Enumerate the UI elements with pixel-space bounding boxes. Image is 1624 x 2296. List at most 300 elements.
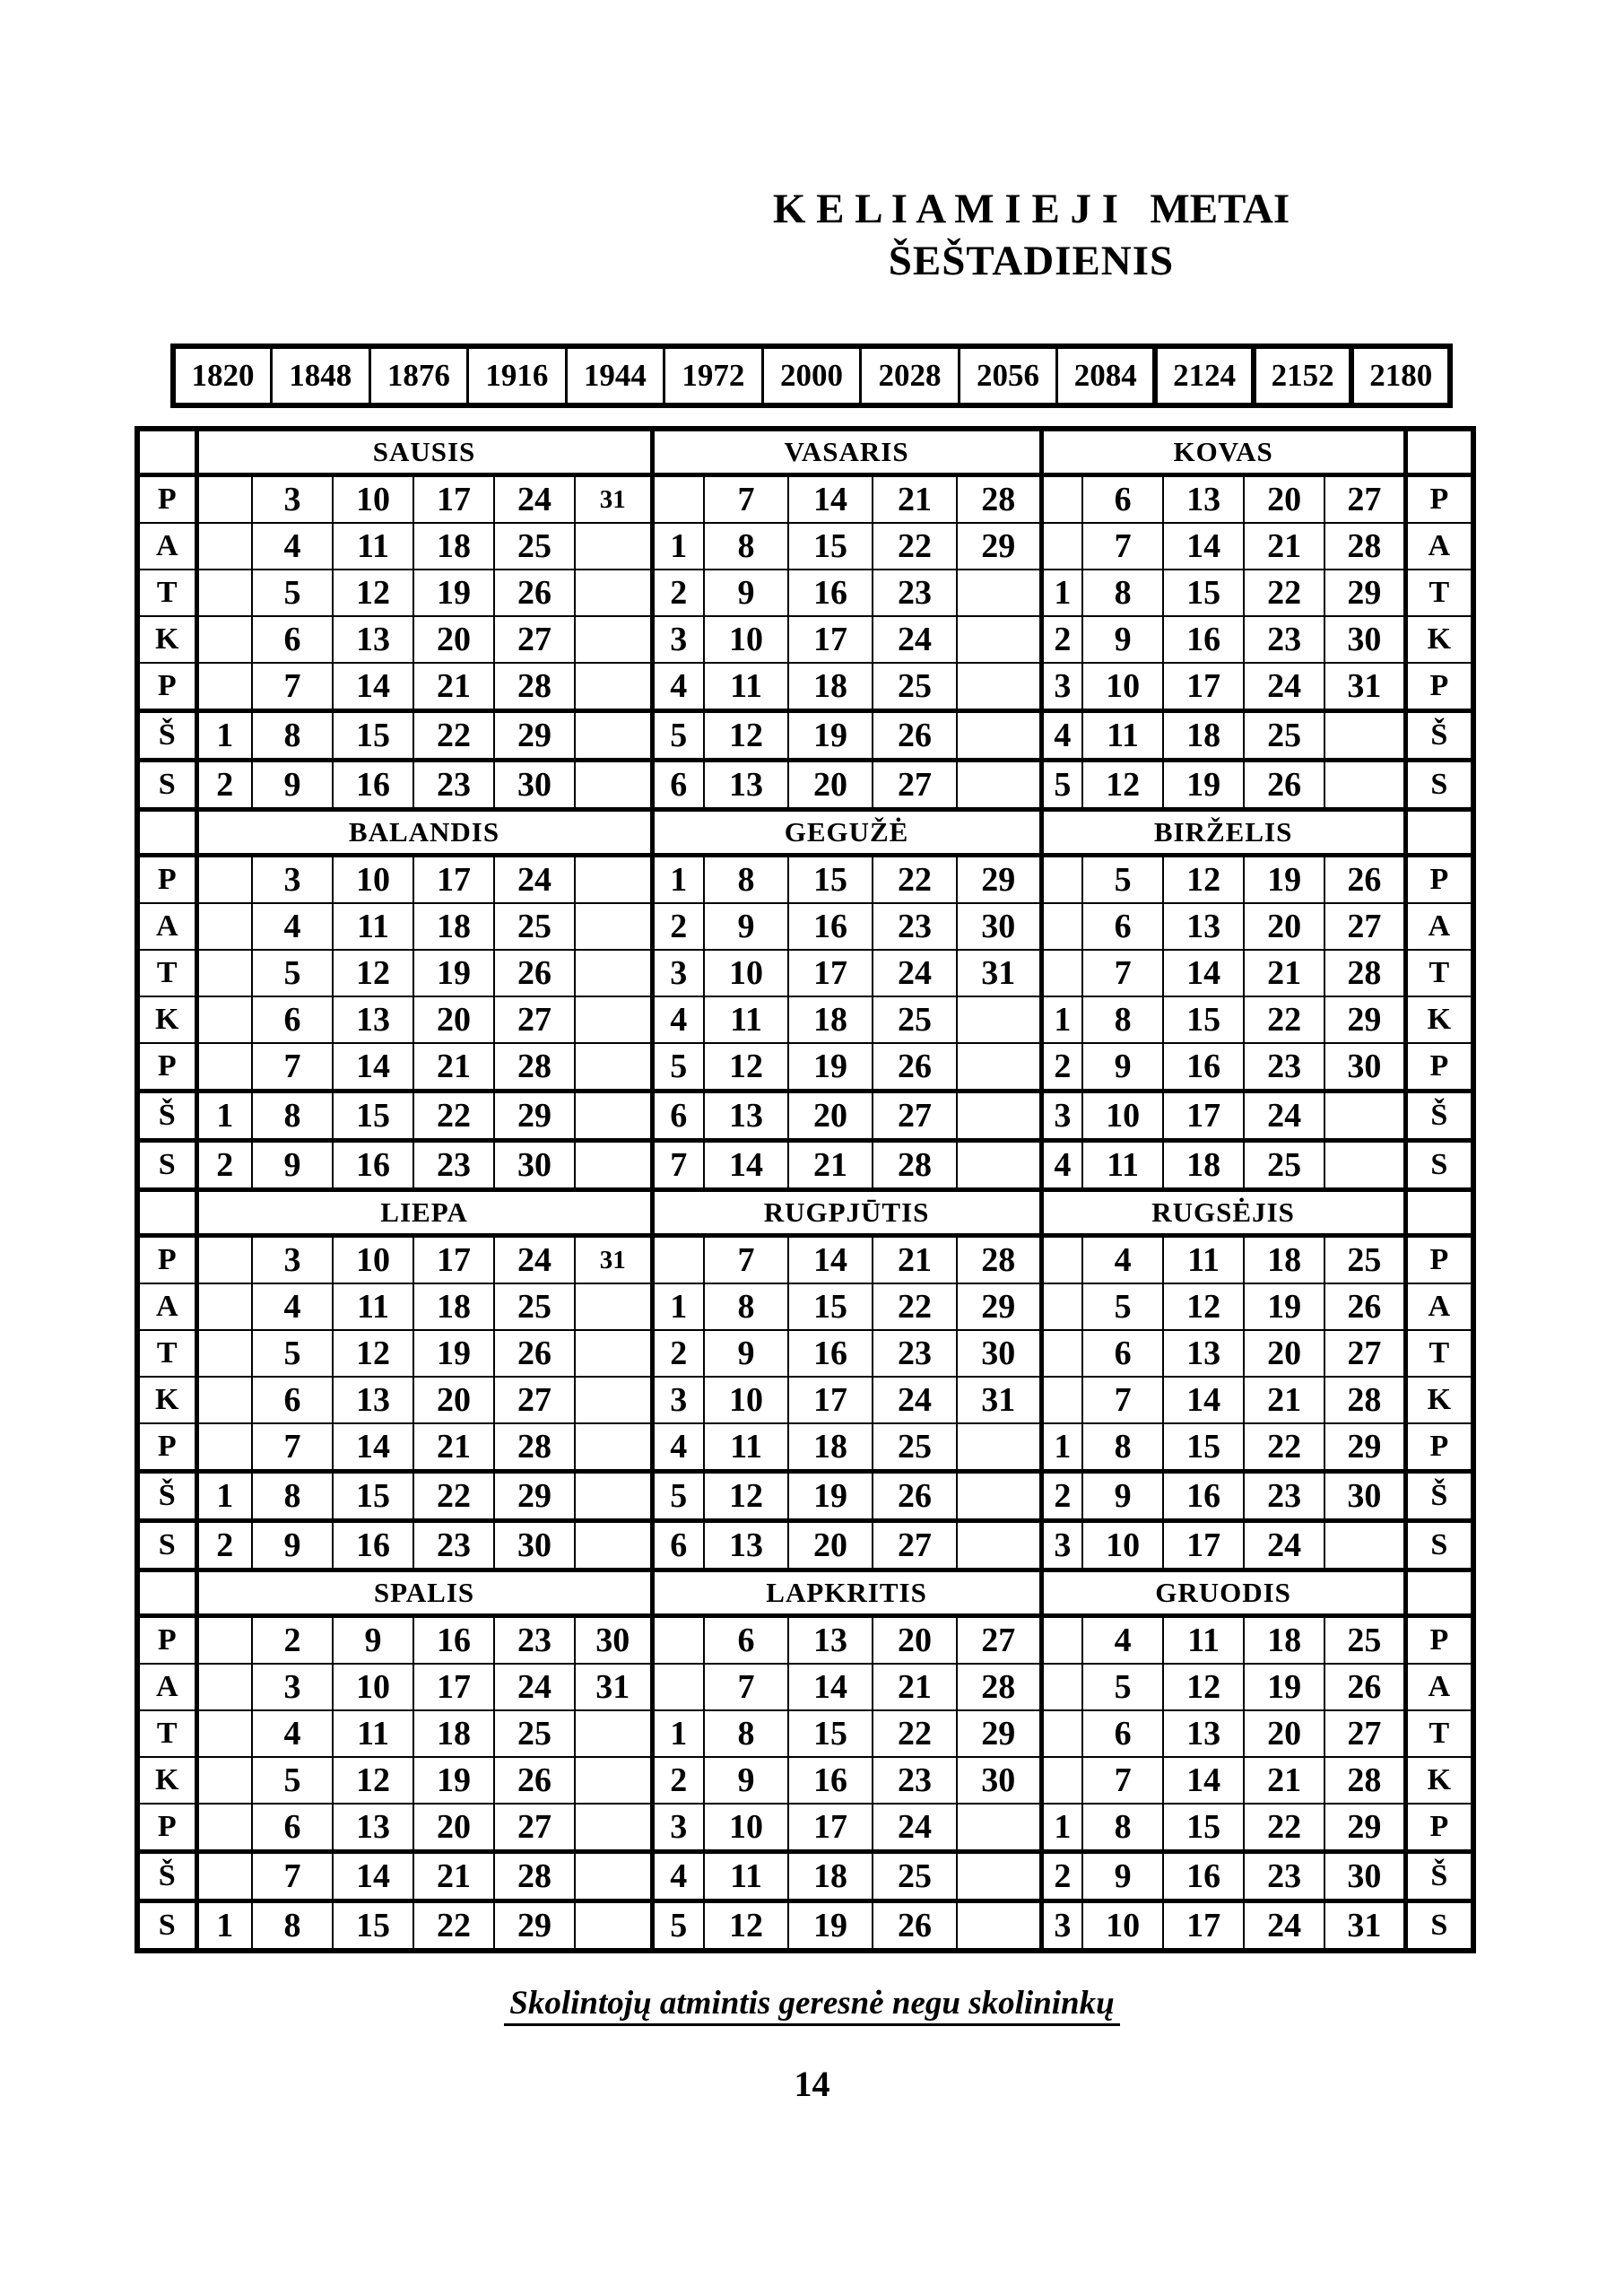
day-label-right: P	[1405, 1616, 1473, 1665]
empty-cell	[1324, 711, 1405, 761]
empty-cell	[1041, 1664, 1082, 1710]
date-cell: 26	[1244, 761, 1324, 810]
date-cell: 19	[413, 1757, 494, 1804]
date-cell: 30	[1324, 1472, 1405, 1521]
date-cell: 16	[413, 1616, 494, 1665]
date-cell: 21	[1244, 1757, 1324, 1804]
date-cell: 14	[333, 1423, 413, 1472]
day-label-left: T	[137, 570, 196, 616]
empty-cell	[196, 616, 252, 663]
date-cell: 27	[494, 1377, 575, 1423]
date-cell: 13	[333, 1377, 413, 1423]
date-cell: 31	[575, 1664, 652, 1710]
calendar-row	[137, 475, 1473, 524]
calendar-row	[137, 1043, 1473, 1091]
date-cell: 14	[788, 475, 873, 524]
date-cell: 21	[1244, 523, 1324, 570]
month-name: BALANDIS	[196, 810, 652, 856]
date-cell: 10	[704, 1804, 788, 1852]
empty-cell	[196, 1757, 252, 1804]
empty-cell	[957, 996, 1041, 1043]
date-cell: 9	[252, 761, 333, 810]
calendar-row	[137, 1664, 1473, 1710]
day-label-left: P	[137, 663, 196, 711]
date-cell: 30	[494, 1141, 575, 1190]
empty-cell	[957, 711, 1041, 761]
page-title	[583, 187, 1480, 284]
date-cell: 21	[1244, 950, 1324, 996]
date-cell: 18	[788, 1852, 873, 1901]
date-cell: 14	[1163, 1377, 1244, 1423]
date-cell: 5	[1082, 1283, 1163, 1330]
date-cell: 19	[1244, 1283, 1324, 1330]
empty-cell	[1324, 1521, 1405, 1570]
empty-cell	[1041, 950, 1082, 996]
date-cell: 1	[1041, 996, 1082, 1043]
empty-cell	[575, 1091, 652, 1141]
empty-cell	[1324, 761, 1405, 810]
month-name: RUGSĖJIS	[1041, 1190, 1405, 1236]
date-cell: 23	[873, 1757, 957, 1804]
date-cell: 18	[1163, 1141, 1244, 1190]
date-cell: 26	[494, 950, 575, 996]
calendar-row	[137, 1236, 1473, 1284]
date-cell: 1	[1041, 1804, 1082, 1852]
date-cell: 5	[252, 1330, 333, 1377]
date-cell: 17	[413, 1664, 494, 1710]
calendar-row	[137, 1283, 1473, 1330]
date-cell: 17	[788, 1804, 873, 1852]
empty-cell	[196, 996, 252, 1043]
day-label-right: T	[1405, 1330, 1473, 1377]
date-cell: 28	[1324, 523, 1405, 570]
date-cell: 29	[494, 711, 575, 761]
day-label-right: P	[1405, 1043, 1473, 1091]
empty-cell	[196, 523, 252, 570]
date-cell: 21	[413, 1043, 494, 1091]
date-cell: 30	[575, 1616, 652, 1665]
empty-cell	[575, 1043, 652, 1091]
date-cell: 28	[494, 663, 575, 711]
date-cell: 22	[413, 1901, 494, 1952]
date-cell: 25	[873, 996, 957, 1043]
date-cell: 23	[413, 761, 494, 810]
date-cell: 15	[1163, 570, 1244, 616]
date-cell: 29	[1324, 1804, 1405, 1852]
day-label-right: S	[1405, 1901, 1473, 1952]
month-name: BIRŽELIS	[1041, 810, 1405, 856]
empty-cell	[196, 475, 252, 524]
date-cell: 20	[1244, 475, 1324, 524]
date-cell: 8	[1082, 1423, 1163, 1472]
calendar-row	[137, 1472, 1473, 1521]
date-cell: 29	[1324, 1423, 1405, 1472]
day-label-left: T	[137, 1330, 196, 1377]
date-cell: 8	[704, 1710, 788, 1757]
date-cell: 13	[704, 1521, 788, 1570]
date-cell: 12	[704, 711, 788, 761]
date-cell: 19	[413, 950, 494, 996]
day-label-header-right	[1405, 1570, 1473, 1616]
year-cell: 1972	[664, 346, 763, 405]
date-cell: 2	[196, 761, 252, 810]
date-cell: 4	[252, 903, 333, 950]
footer-quote-text: Skolintojų atmintis geresnė negu skolininkų	[504, 1985, 1119, 2026]
day-label-left: K	[137, 1377, 196, 1423]
date-cell: 20	[788, 1091, 873, 1141]
empty-cell	[957, 1521, 1041, 1570]
date-cell: 16	[1163, 1852, 1244, 1901]
date-cell: 6	[1082, 1710, 1163, 1757]
date-cell: 18	[413, 1710, 494, 1757]
date-cell: 24	[494, 475, 575, 524]
date-cell: 11	[333, 903, 413, 950]
date-cell: 15	[1163, 1423, 1244, 1472]
year-cell: 1876	[369, 346, 468, 405]
date-cell: 27	[957, 1616, 1041, 1665]
date-cell: 5	[1041, 761, 1082, 810]
date-cell: 29	[957, 1710, 1041, 1757]
date-cell: 25	[494, 523, 575, 570]
day-label-left: A	[137, 903, 196, 950]
date-cell: 10	[1082, 663, 1163, 711]
date-cell: 2	[196, 1141, 252, 1190]
empty-cell	[575, 1423, 652, 1472]
date-cell: 2	[652, 1757, 704, 1804]
date-cell: 27	[873, 1091, 957, 1141]
date-cell: 4	[1082, 1236, 1163, 1284]
date-cell: 31	[1324, 663, 1405, 711]
date-cell: 2	[196, 1521, 252, 1570]
date-cell: 13	[704, 761, 788, 810]
date-cell: 19	[1244, 856, 1324, 904]
years-row	[173, 346, 1450, 405]
date-cell: 27	[494, 996, 575, 1043]
date-cell: 12	[1163, 1664, 1244, 1710]
years-table	[170, 344, 1453, 408]
date-cell: 25	[494, 1283, 575, 1330]
day-label-right: T	[1405, 1710, 1473, 1757]
date-cell: 10	[1082, 1091, 1163, 1141]
date-cell: 7	[252, 1852, 333, 1901]
date-cell: 12	[1163, 1283, 1244, 1330]
year-cell: 2152	[1254, 346, 1352, 405]
date-cell: 24	[494, 1664, 575, 1710]
day-label-right: T	[1405, 570, 1473, 616]
date-cell: 14	[788, 1236, 873, 1284]
date-cell: 10	[1082, 1521, 1163, 1570]
day-label-right: Š	[1405, 1472, 1473, 1521]
date-cell: 21	[413, 663, 494, 711]
date-cell: 2	[652, 570, 704, 616]
date-cell: 22	[1244, 996, 1324, 1043]
day-label-left: P	[137, 856, 196, 904]
date-cell: 6	[652, 1091, 704, 1141]
date-cell: 1	[1041, 1423, 1082, 1472]
title-line-1: K E L I A M I E J I METAI	[772, 186, 1290, 232]
day-label-left: S	[137, 1901, 196, 1952]
date-cell: 22	[1244, 570, 1324, 616]
date-cell: 19	[1244, 1664, 1324, 1710]
date-cell: 28	[873, 1141, 957, 1190]
date-cell: 23	[1244, 1852, 1324, 1901]
empty-cell	[1041, 1616, 1082, 1665]
date-cell: 3	[252, 1664, 333, 1710]
calendar-row	[137, 1423, 1473, 1472]
day-label-left: Š	[137, 1472, 196, 1521]
date-cell: 11	[704, 663, 788, 711]
date-cell: 25	[1244, 711, 1324, 761]
date-cell: 4	[1082, 1616, 1163, 1665]
day-label-right: A	[1405, 903, 1473, 950]
date-cell: 3	[652, 616, 704, 663]
date-cell: 14	[704, 1141, 788, 1190]
date-cell: 6	[252, 1804, 333, 1852]
date-cell: 26	[873, 1043, 957, 1091]
date-cell: 7	[252, 1043, 333, 1091]
date-cell: 13	[333, 1804, 413, 1852]
date-cell: 12	[704, 1901, 788, 1952]
day-label-right: S	[1405, 1141, 1473, 1190]
date-cell: 25	[873, 1423, 957, 1472]
date-cell: 30	[957, 903, 1041, 950]
date-cell: 31	[1324, 1901, 1405, 1952]
calendar-row	[137, 1616, 1473, 1665]
month-header-row	[137, 1190, 1473, 1236]
date-cell: 15	[788, 856, 873, 904]
date-cell: 16	[788, 1330, 873, 1377]
year-cell: 1916	[468, 346, 567, 405]
date-cell: 14	[333, 1852, 413, 1901]
date-cell: 3	[1041, 1521, 1082, 1570]
date-cell: 26	[494, 1757, 575, 1804]
date-cell: 5	[252, 950, 333, 996]
date-cell: 24	[1244, 663, 1324, 711]
date-cell: 6	[1082, 903, 1163, 950]
date-cell: 20	[413, 616, 494, 663]
date-cell: 26	[494, 1330, 575, 1377]
empty-cell	[1041, 1377, 1082, 1423]
date-cell: 16	[333, 761, 413, 810]
year-cell: 2180	[1351, 346, 1450, 405]
date-cell: 29	[494, 1091, 575, 1141]
date-cell: 11	[333, 1283, 413, 1330]
date-cell: 27	[1324, 1710, 1405, 1757]
date-cell: 13	[788, 1616, 873, 1665]
date-cell: 28	[957, 475, 1041, 524]
date-cell: 4	[252, 1283, 333, 1330]
date-cell: 30	[957, 1757, 1041, 1804]
date-cell: 18	[788, 996, 873, 1043]
day-label-left: P	[137, 1423, 196, 1472]
date-cell: 21	[413, 1852, 494, 1901]
day-label-header-left	[137, 1190, 196, 1236]
date-cell: 30	[1324, 1043, 1405, 1091]
calendar-table	[135, 426, 1476, 1953]
date-cell: 11	[333, 523, 413, 570]
date-cell: 23	[413, 1521, 494, 1570]
empty-cell	[575, 1852, 652, 1901]
day-label-right: P	[1405, 663, 1473, 711]
date-cell: 10	[1082, 1901, 1163, 1952]
date-cell: 6	[252, 996, 333, 1043]
date-cell: 17	[413, 475, 494, 524]
date-cell: 31	[957, 1377, 1041, 1423]
day-label-right: P	[1405, 1236, 1473, 1284]
date-cell: 15	[1163, 1804, 1244, 1852]
day-label-right: Š	[1405, 1091, 1473, 1141]
date-cell: 2	[1041, 616, 1082, 663]
day-label-left: T	[137, 950, 196, 996]
date-cell: 27	[1324, 1330, 1405, 1377]
date-cell: 24	[494, 1236, 575, 1284]
date-cell: 6	[652, 761, 704, 810]
calendar-row	[137, 616, 1473, 663]
date-cell: 22	[413, 1091, 494, 1141]
day-label-left: P	[137, 1616, 196, 1665]
date-cell: 14	[333, 663, 413, 711]
date-cell: 13	[1163, 1710, 1244, 1757]
empty-cell	[1041, 1330, 1082, 1377]
empty-cell	[957, 761, 1041, 810]
date-cell: 4	[1041, 1141, 1082, 1190]
empty-cell	[652, 1236, 704, 1284]
date-cell: 12	[333, 570, 413, 616]
date-cell: 12	[333, 950, 413, 996]
date-cell: 20	[873, 1616, 957, 1665]
date-cell: 25	[873, 663, 957, 711]
date-cell: 30	[1324, 1852, 1405, 1901]
date-cell: 8	[252, 1901, 333, 1952]
date-cell: 6	[652, 1521, 704, 1570]
date-cell: 24	[873, 1804, 957, 1852]
date-cell: 4	[252, 1710, 333, 1757]
date-cell: 23	[1244, 1043, 1324, 1091]
date-cell: 11	[1163, 1236, 1244, 1284]
day-label-left: Š	[137, 1091, 196, 1141]
date-cell: 19	[788, 711, 873, 761]
date-cell: 23	[873, 1330, 957, 1377]
date-cell: 11	[704, 1423, 788, 1472]
day-label-right: P	[1405, 475, 1473, 524]
date-cell: 5	[1082, 856, 1163, 904]
date-cell: 17	[1163, 1521, 1244, 1570]
calendar-row	[137, 1852, 1473, 1901]
date-cell: 27	[873, 761, 957, 810]
date-cell: 8	[252, 711, 333, 761]
date-cell: 24	[1244, 1091, 1324, 1141]
date-cell: 29	[1324, 570, 1405, 616]
date-cell: 21	[873, 1664, 957, 1710]
date-cell: 24	[1244, 1521, 1324, 1570]
date-cell: 14	[1163, 523, 1244, 570]
day-label-right: A	[1405, 1283, 1473, 1330]
date-cell: 18	[1163, 711, 1244, 761]
empty-cell	[575, 1377, 652, 1423]
date-cell: 20	[413, 996, 494, 1043]
date-cell: 17	[1163, 1091, 1244, 1141]
date-cell: 29	[1324, 996, 1405, 1043]
month-header-row	[137, 429, 1473, 475]
date-cell: 12	[1163, 856, 1244, 904]
date-cell: 24	[873, 1377, 957, 1423]
date-cell: 7	[704, 1664, 788, 1710]
day-label-right: A	[1405, 1664, 1473, 1710]
date-cell: 25	[494, 903, 575, 950]
date-cell: 7	[252, 1423, 333, 1472]
day-label-left: P	[137, 1236, 196, 1284]
month-header-row	[137, 1570, 1473, 1616]
date-cell: 15	[333, 1091, 413, 1141]
date-cell: 9	[1082, 1472, 1163, 1521]
date-cell: 16	[788, 1757, 873, 1804]
date-cell: 24	[494, 856, 575, 904]
date-cell: 13	[704, 1091, 788, 1141]
day-label-left: A	[137, 523, 196, 570]
calendar-row	[137, 761, 1473, 810]
month-name: VASARIS	[652, 429, 1041, 475]
day-label-left: A	[137, 1283, 196, 1330]
date-cell: 5	[652, 1472, 704, 1521]
date-cell: 20	[413, 1804, 494, 1852]
date-cell: 6	[1082, 1330, 1163, 1377]
empty-cell	[196, 1616, 252, 1665]
date-cell: 18	[1244, 1236, 1324, 1284]
date-cell: 9	[704, 1757, 788, 1804]
empty-cell	[1041, 1283, 1082, 1330]
date-cell: 3	[652, 950, 704, 996]
date-cell: 2	[1041, 1472, 1082, 1521]
month-name: RUGPJŪTIS	[652, 1190, 1041, 1236]
empty-cell	[575, 903, 652, 950]
empty-cell	[957, 570, 1041, 616]
empty-cell	[575, 1757, 652, 1804]
empty-cell	[196, 1283, 252, 1330]
date-cell: 21	[873, 1236, 957, 1284]
date-cell: 8	[704, 523, 788, 570]
calendar-row	[137, 523, 1473, 570]
date-cell: 22	[873, 523, 957, 570]
date-cell: 19	[788, 1901, 873, 1952]
day-label-left: K	[137, 1757, 196, 1804]
date-cell: 17	[1163, 663, 1244, 711]
day-label-right: S	[1405, 1521, 1473, 1570]
empty-cell	[196, 1804, 252, 1852]
empty-cell	[652, 475, 704, 524]
calendar-row	[137, 1330, 1473, 1377]
empty-cell	[957, 1472, 1041, 1521]
day-label-header-left	[137, 1570, 196, 1616]
empty-cell	[575, 616, 652, 663]
calendar-row	[137, 1710, 1473, 1757]
date-cell: 1	[652, 1283, 704, 1330]
empty-cell	[575, 570, 652, 616]
date-cell: 21	[1244, 1377, 1324, 1423]
date-cell: 18	[413, 523, 494, 570]
date-cell: 14	[1163, 950, 1244, 996]
date-cell: 23	[1244, 1472, 1324, 1521]
day-label-right: P	[1405, 856, 1473, 904]
date-cell: 14	[333, 1043, 413, 1091]
date-cell: 9	[704, 570, 788, 616]
empty-cell	[957, 1852, 1041, 1901]
day-label-left: S	[137, 1141, 196, 1190]
page-number: 14	[794, 2064, 830, 2104]
empty-cell	[1041, 1236, 1082, 1284]
date-cell: 6	[704, 1616, 788, 1665]
date-cell: 10	[333, 856, 413, 904]
date-cell: 16	[788, 903, 873, 950]
